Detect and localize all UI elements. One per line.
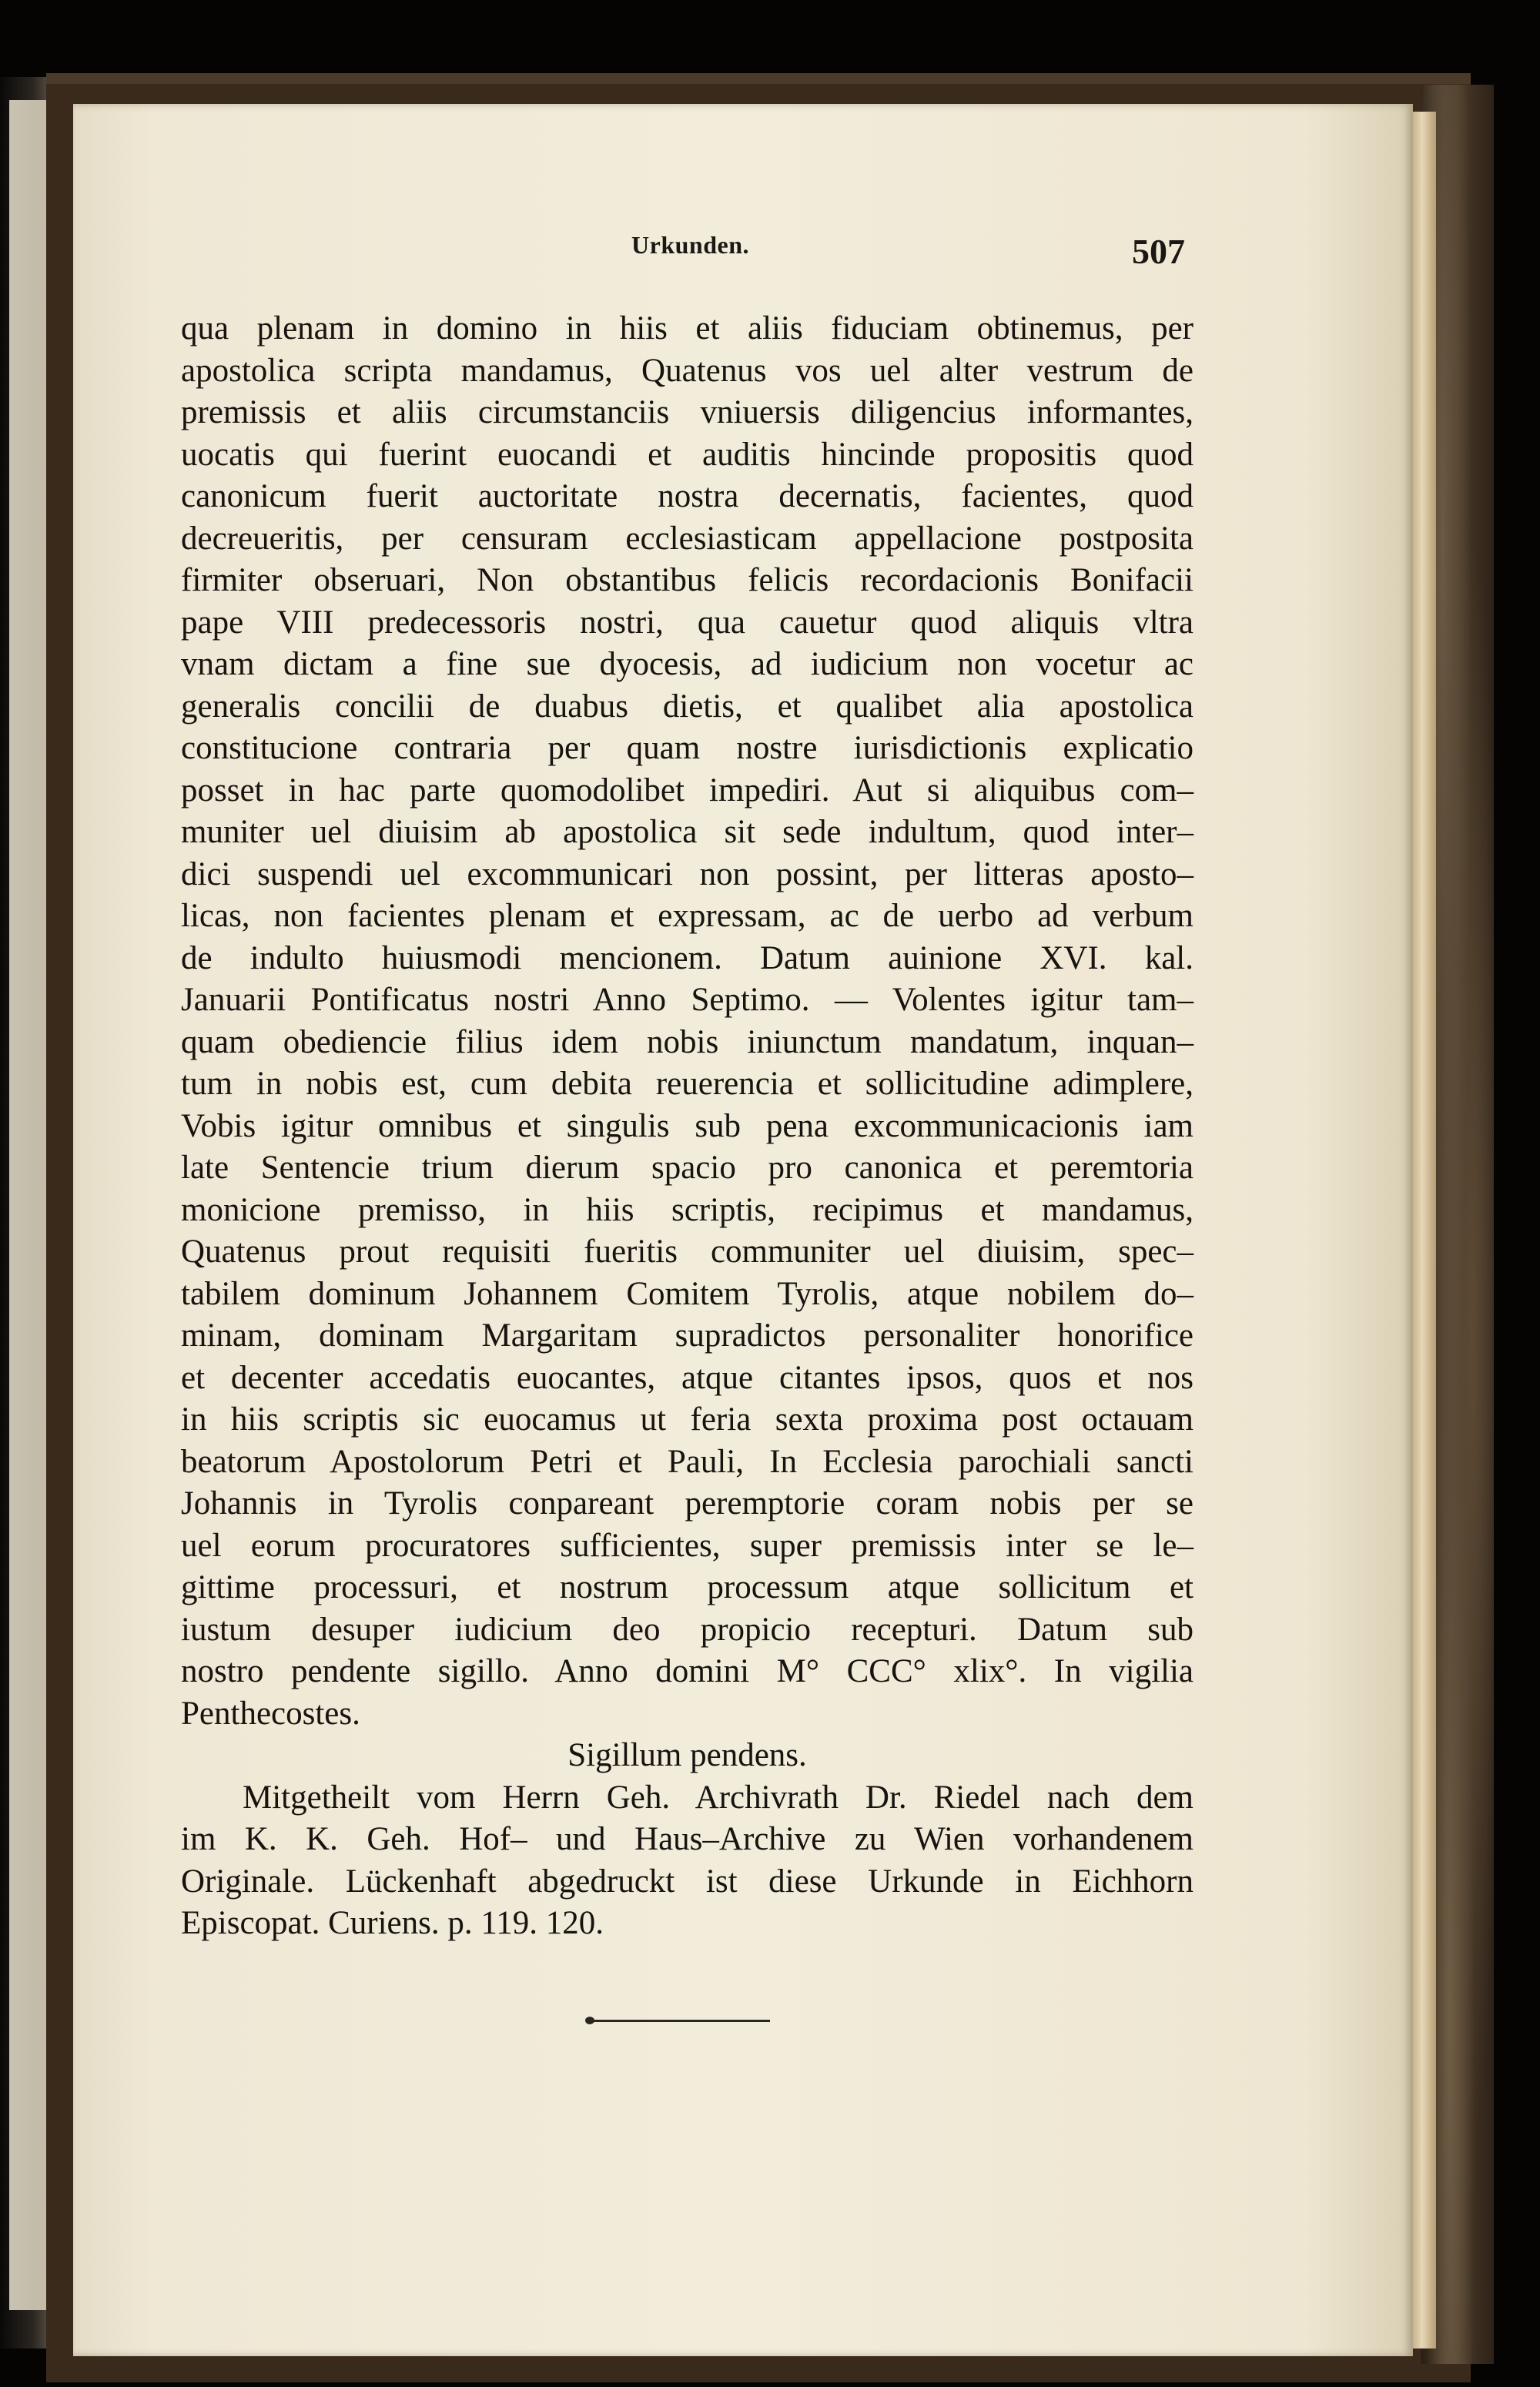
text-line: Januarii Pontificatus nostri Anno Septimo. — Volentes igitur tam–	[181, 982, 1194, 1018]
text-line: apostolica scripta mandamus, Quatenus vos uel alter vestrum de	[181, 352, 1194, 389]
text-line: pape VIII predecessoris nostri, qua cauetur quod aliquis vltra	[181, 604, 1194, 641]
source-note-line: Mitgetheilt vom Herrn Geh. Archivrath Dr. Riedel nach dem	[243, 1779, 1194, 1816]
text-line: generalis concilii de duabus dietis, et qualibet alia apostolica	[181, 688, 1194, 725]
running-title: Urkunden.	[631, 231, 749, 259]
text-line: muniter uel diuisim ab apostolica sit sede indultum, quod inter–	[181, 814, 1194, 850]
text-line: firmiter obseruari, Non obstantibus felicis recordacionis Bonifacii	[181, 562, 1194, 598]
text-line: Quatenus prout requisiti fueritis communiter uel diuisim, spec–	[181, 1234, 1194, 1270]
text-line: quam obediencie filius idem nobis iniunctum mandatum, inquan–	[181, 1023, 1194, 1060]
text-line: Penthecostes.	[181, 1695, 360, 1732]
text-line: tabilem dominum Johannem Comitem Tyrolis, atque nobilem do–	[181, 1275, 1194, 1312]
text-line: premissis et aliis circumstanciis vniuersis diligencius informantes,	[181, 394, 1194, 430]
text-line: monicione premisso, in hiis scriptis, recipimus et mandamus,	[181, 1191, 1194, 1228]
text-line: beatorum Apostolorum Petri et Pauli, In Ecclesia parochiali sancti	[181, 1443, 1194, 1480]
text-line: Johannis in Tyrolis conpareant peremptorie coram nobis per se	[181, 1485, 1194, 1522]
text-line: Vobis igitur omnibus et singulis sub pena excommunicacionis iam	[181, 1107, 1194, 1144]
source-note-line: Episcopat. Curiens. p. 119. 120.	[181, 1905, 604, 1941]
text-line: late Sentencie trium dierum spacio pro canonica et peremtoria	[181, 1150, 1194, 1186]
source-note-line: im K. K. Geh. Hof– und Haus–Archive zu Wien vorhandenem	[181, 1821, 1194, 1857]
text-line: tum in nobis est, cum debita reuerencia et sollicitudine adimplere,	[181, 1066, 1194, 1102]
seal-note: Sigillum pendens.	[567, 1737, 807, 1773]
text-line: licas, non facientes plenam et expressam, ac de uerbo ad verbum	[181, 898, 1194, 934]
text-line: constitucione contraria per quam nostre iurisdictionis explicatio	[181, 730, 1194, 766]
source-note-line: Originale. Lückenhaft abgedruckt ist diese Urkunde in Eichhorn	[181, 1863, 1194, 1900]
section-divider	[593, 2020, 770, 2022]
text-line: in hiis scriptis sic euocamus ut feria sexta proxima post octauam	[181, 1401, 1194, 1438]
text-line: qua plenam in domino in hiis et aliis fiduciam obtinemus, per	[181, 310, 1194, 346]
text-line: minam, dominam Margaritam supradictos personaliter honorifice	[181, 1317, 1194, 1354]
page-number: 507	[1132, 232, 1185, 271]
text-line: de indulto huiusmodi mencionem. Datum auinione XVI. kal.	[181, 939, 1194, 976]
text-line: canonicum fuerit auctoritate nostra decernatis, facientes, quod	[181, 478, 1194, 514]
text-line: dici suspendi uel excommunicari non possint, per litteras aposto–	[181, 855, 1194, 892]
document-body	[181, 308, 1194, 1945]
text-line: iustum desuper iudicium deo propicio recepturi. Datum sub	[181, 1611, 1194, 1648]
text-line: gittime processuri, et nostrum processum atque sollicitum et	[181, 1569, 1194, 1605]
text-line: vnam dictam a fine sue dyocesis, ad iudicium non vocetur ac	[181, 646, 1194, 682]
text-line: posset in hac parte quomodolibet impediri. Aut si aliquibus com–	[181, 772, 1194, 808]
text-line: decreueritis, per censuram ecclesiasticam appellacione postposita	[181, 520, 1194, 557]
text-line: et decenter accedatis euocantes, atque citantes ipsos, quos et nos	[181, 1359, 1194, 1396]
text-line: uel eorum procuratores sufficientes, super premissis inter se le–	[181, 1527, 1194, 1564]
text-line: uocatis qui fuerint euocandi et auditis hincinde propositis quod	[181, 436, 1194, 473]
text-line: nostro pendente sigillo. Anno domini M° CCC° xlix°. In vigilia	[181, 1653, 1194, 1689]
page-edge	[1413, 112, 1436, 2348]
